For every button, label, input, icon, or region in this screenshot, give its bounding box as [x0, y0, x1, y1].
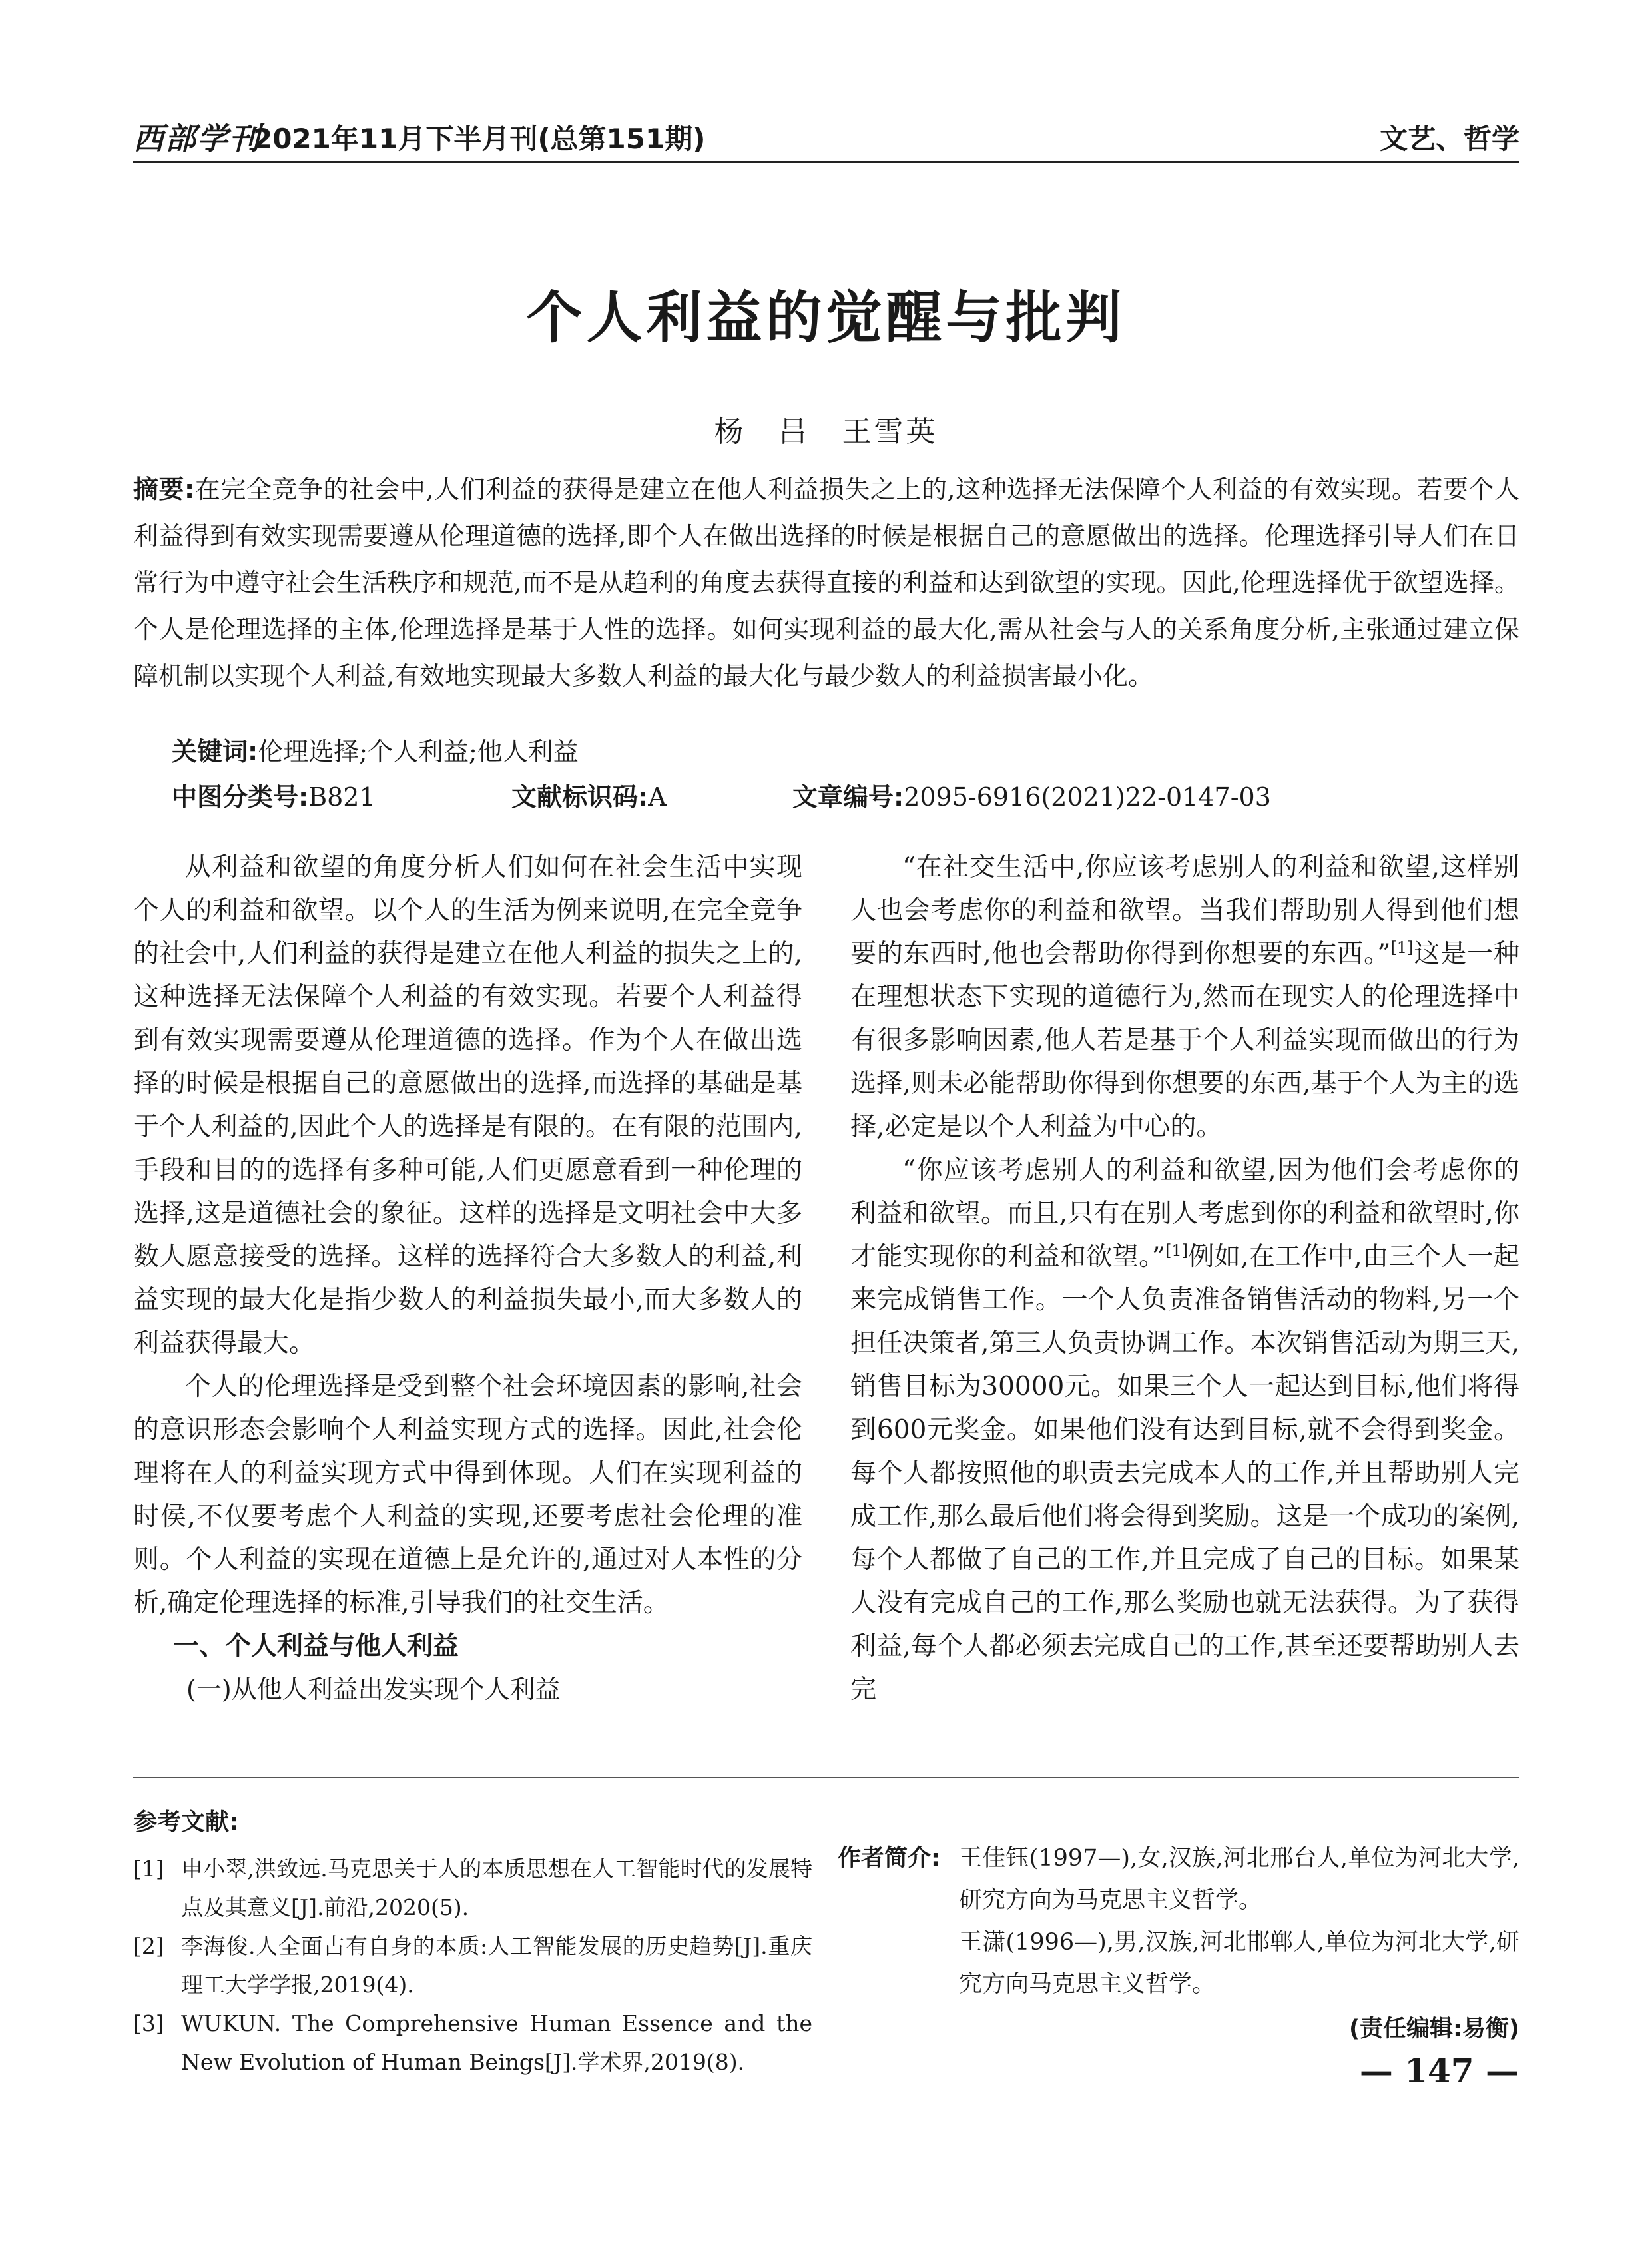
references	[133, 1803, 812, 2082]
footnote-divider	[133, 1777, 1519, 1778]
paragraph-text: 例如,在工作中,由三个人一起来完成销售工作。一个人负责准备销售活动的物料,另一个担任决策者,第三人负责协调工作。本次销售活动为期三天,销售目标为30000元。如果三个人一起达到目标,他们将得到600元奖金。如果他们没有达到目标,就不会得到奖金。每个人都按照他的职责去完成本人的工作,并且帮助别人完成工作,那么最后他们将会得到奖励。这是一个成功的案例,每个人都做了自己的工作,并且完成了自己的目标。如果某人没有完成自己的工作,那么奖励也就无法获得。为了获得利益,每个人都必须去完成自己的工作,甚至还要帮助别人去完	[850, 1242, 1519, 1705]
section-heading: 一、个人利益与他人利益	[173, 1631, 459, 1661]
reference-text: 申小翠,洪致远.马克思关于人的本质思想在人工智能时代的发展特点及其意义[J].前沿,2020(5).	[181, 1856, 812, 1920]
citation-mark: [1]	[1390, 938, 1414, 957]
bio-author-1: 王佳钰(1997—),女,汉族,河北邢台人,单位为河北大学,研究方向为马克思主义哲学。	[959, 1845, 1519, 1914]
abstract-text: 在完全竞争的社会中,人们利益的获得是建立在他人利益损失之上的,这种选择无法保障个人利益的有效实现。若要个人利益得到有效实现需要遵从伦理道德的选择,即个人在做出选择的时候是根据自己的意愿做出的选择。伦理选择引导人们在日常行为中遵守社会生活秩序和规范,而不是从趋利的角度去获得直接的利益和达到欲望的实现。因此,伦理选择优于欲望选择。个人是伦理选择的主体,伦理选择是基于人性的选择。如何实现利益的最大化,需从社会与人的关系角度分析,主张通过建立保障机制以实现个人利益,有效地实现最大多数人利益的最大化与最少数人的利益损害最小化。	[133, 475, 1519, 691]
art-value: 2095-6916(2021)22-0147-03	[904, 782, 1271, 812]
quote-text: “你应该考虑别人的利益和欲望,因为他们会考虑你的利益和欲望。而且,只有在别人考虑到你的利益和欲望时,你才能实现你的利益和欲望。”	[850, 1155, 1519, 1272]
abstract	[133, 466, 1519, 699]
doc-label: 文献标识码:	[511, 782, 649, 812]
bio-label: 作者简介:	[838, 1845, 940, 1872]
journal-logo: 西部学刊	[133, 121, 261, 156]
citation-mark: [1]	[1165, 1241, 1188, 1260]
paragraph	[850, 846, 1519, 1149]
page-number: — 147 —	[1359, 2051, 1519, 2090]
abstract-label: 摘要:	[133, 475, 195, 504]
keywords-label: 关键词:	[172, 737, 258, 766]
body-column-left	[133, 846, 802, 1711]
bio-author-2: 王潇(1996—),男,汉族,河北邯郸人,单位为河北大学,研究方向马克思主义哲学。	[959, 1929, 1519, 1998]
keywords	[172, 731, 579, 768]
paragraph	[850, 1149, 1519, 1711]
reference-item	[133, 1927, 812, 2004]
doc-value: A	[648, 782, 667, 812]
reference-number: [2]	[133, 1933, 164, 1959]
subsection-heading: (一)从他人利益出发实现个人利益	[186, 1675, 561, 1704]
paragraph: 个人的伦理选择是受到整个社会环境因素的影响,社会的意识形态会影响个人利益实现方式的选择。因此,社会伦理将在人的利益实现方式中得到体现。人们在实现利益的时侯,不仅要考虑个人利益的实现,还要考虑社会伦理的准则。个人利益的实现在道德上是允许的,通过对人本性的分析,确定伦理选择的标准,引导我们的社交生活。	[133, 1372, 802, 1618]
running-header	[133, 112, 1519, 163]
authors: 杨 吕 王雪英	[714, 415, 938, 449]
quote-text: “在社交生活中,你应该考虑别人的利益和欲望,这样别人也会考虑你的利益和欲望。当我们帮助别人得到他们想要的东西时,他也会帮助你得到你想要的东西。”	[850, 852, 1519, 969]
article-number	[792, 776, 1271, 813]
reference-number: [1]	[133, 1856, 164, 1882]
article-title: 个人利益的觉醒与批判	[526, 284, 1126, 350]
section-name: 文艺、哲学	[1379, 123, 1519, 155]
author-bio	[838, 1838, 1519, 2050]
reference-number: [3]	[133, 2010, 164, 2036]
issue-info: 2021年11月下半月刊(总第151期)	[253, 123, 706, 155]
doc-code	[511, 776, 667, 813]
references-label: 参考文献:	[133, 1809, 239, 1836]
paragraph: 从利益和欲望的角度分析人们如何在社会生活中实现个人的利益和欲望。以个人的生活为例来说明,在完全竞争的社会中,人们利益的获得是建立在他人利益的损失之上的,这种选择无法保障个人利益的有效实现。若要个人利益得到有效实现需要遵从伦理道德的选择。作为个人在做出选择的时候是根据自己的意愿做出的选择,而选择的基础是基于个人利益的,因此个人的选择是有限的。在有限的范围内,手段和目的的选择有多种可能,人们更愿意看到一种伦理的选择,这是道德社会的象征。这样的选择是文明社会中大多数人愿意接受的选择。这样的选择符合大多数人的利益,利益实现的最大化是指少数人的利益损失最小,而大多数人的利益获得最大。	[133, 852, 802, 1358]
clc-code	[172, 776, 376, 813]
keywords-text: 伦理选择;个人利益;他人利益	[258, 737, 579, 766]
clc-label: 中图分类号:	[172, 782, 309, 812]
reference-text: WUKUN. The Comprehensive Human Essence and the New Evolution of Human Beings[J].学术界,2019(8).	[181, 2010, 812, 2075]
reference-item	[133, 1850, 812, 1927]
body-column-right	[850, 846, 1519, 1711]
bio-row	[838, 1838, 1519, 2006]
responsible-editor: (责任编辑:易衡)	[1349, 2016, 1519, 2042]
reference-text: 李海俊.人全面占有自身的本质:人工智能发展的历史趋势[J].重庆理工大学学报,2019(4).	[181, 1933, 812, 1998]
art-label: 文章编号:	[792, 782, 904, 812]
paragraph-text: 这是一种在理想状态下实现的道德行为,然而在现实人的伦理选择中有很多影响因素,他人若是基于个人利益实现而做出的行为选择,则未必能帮助你得到你想要的东西,基于个人为主的选择,必定是以个人利益为中心的。	[850, 939, 1519, 1142]
clc-value: B821	[308, 782, 376, 812]
reference-item	[133, 2004, 812, 2082]
